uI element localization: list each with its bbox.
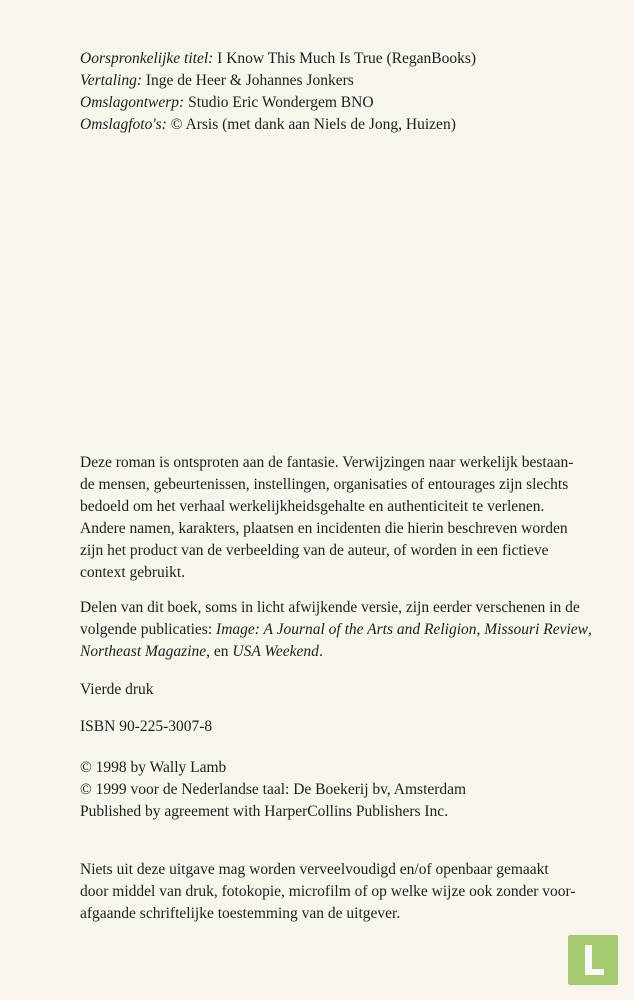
translation-value: Inge de Heer & Johannes Jonkers <box>142 72 354 89</box>
edition-text: Vierde druk <box>80 681 154 698</box>
publication-northeast-title: Northeast Magazine <box>80 643 207 660</box>
publisher-logo-icon <box>568 935 618 985</box>
disclaimer-paragraph <box>80 452 573 584</box>
disclaimer-line: bedoeld om het verhaal werkelijkheidsgehalte en authenticiteit te verlenen. <box>80 498 545 515</box>
isbn-text: ISBN 90-225-3007-8 <box>80 718 213 735</box>
disclaimer-line: Andere namen, karakters, plaatsen en incidenten die hierin beschreven worden <box>80 520 568 537</box>
cover-design-line <box>80 92 476 114</box>
copyright-line: © 1998 by Wally Lamb <box>80 759 227 776</box>
copyright-block <box>80 757 466 823</box>
rights-line: Niets uit deze uitgave mag worden verveelvoudigd en/of openbaar gemaakt <box>80 861 549 878</box>
publication-image-title: Image: A Journal of the Arts and Religion <box>216 621 477 638</box>
cover-design-value: Studio Eric Wondergem BNO <box>184 94 374 111</box>
publications-comma: , <box>588 621 592 638</box>
original-title-value: I Know This Much Is True (ReganBooks) <box>213 50 477 67</box>
publication-missouri-title: Missouri Review <box>484 621 588 638</box>
copyright-line: © 1999 voor de Nederlandse taal: De Boekerij bv, Amsterdam <box>80 781 467 798</box>
publication-usa-title: USA Weekend <box>232 643 319 660</box>
cover-design-label: Omslagontwerp: <box>80 94 185 111</box>
translation-line <box>80 70 476 92</box>
cover-photos-label: Omslagfoto's: <box>80 116 167 133</box>
publications-line: Delen van dit boek, soms in licht afwijkende versie, zijn eerder verschenen in de <box>80 599 580 616</box>
cover-photos-line <box>80 114 476 136</box>
rights-line: afgaande schriftelijke toestemming van de uitgever. <box>80 905 401 922</box>
copyright-line: Published by agreement with HarperCollins Publishers Inc. <box>80 803 449 820</box>
publications-separator: , <box>476 621 485 638</box>
disclaimer-line: zijn het product van de verbeelding van de auteur, of worden in een fictieve <box>80 542 549 559</box>
credits-block <box>80 48 476 136</box>
publications-prefix: volgende publicaties: <box>80 621 217 638</box>
original-title-label: Oorspronkelijke titel: <box>80 50 214 67</box>
publications-and: , en <box>206 643 233 660</box>
disclaimer-line: context gebruikt. <box>80 564 186 581</box>
cover-photos-value: © Arsis (met dank aan Niels de Jong, Huizen) <box>166 116 456 133</box>
rights-paragraph <box>80 859 576 925</box>
disclaimer-line: de mensen, gebeurtenissen, instellingen, organisaties of entourages zijn slechts <box>80 476 569 493</box>
publications-line <box>80 619 592 641</box>
publications-period: . <box>318 643 323 660</box>
original-title-line <box>80 48 476 70</box>
rights-line: door middel van druk, fotokopie, microfilm of op welke wijze ook zonder voor- <box>80 883 576 900</box>
publisher-logo-mark <box>568 935 618 985</box>
translation-label: Vertaling: <box>80 72 142 89</box>
publications-line <box>80 641 592 663</box>
disclaimer-line: Deze roman is ontsproten aan de fantasie. Verwijzingen naar werkelijk bestaan- <box>80 454 574 471</box>
publications-paragraph <box>80 597 592 663</box>
